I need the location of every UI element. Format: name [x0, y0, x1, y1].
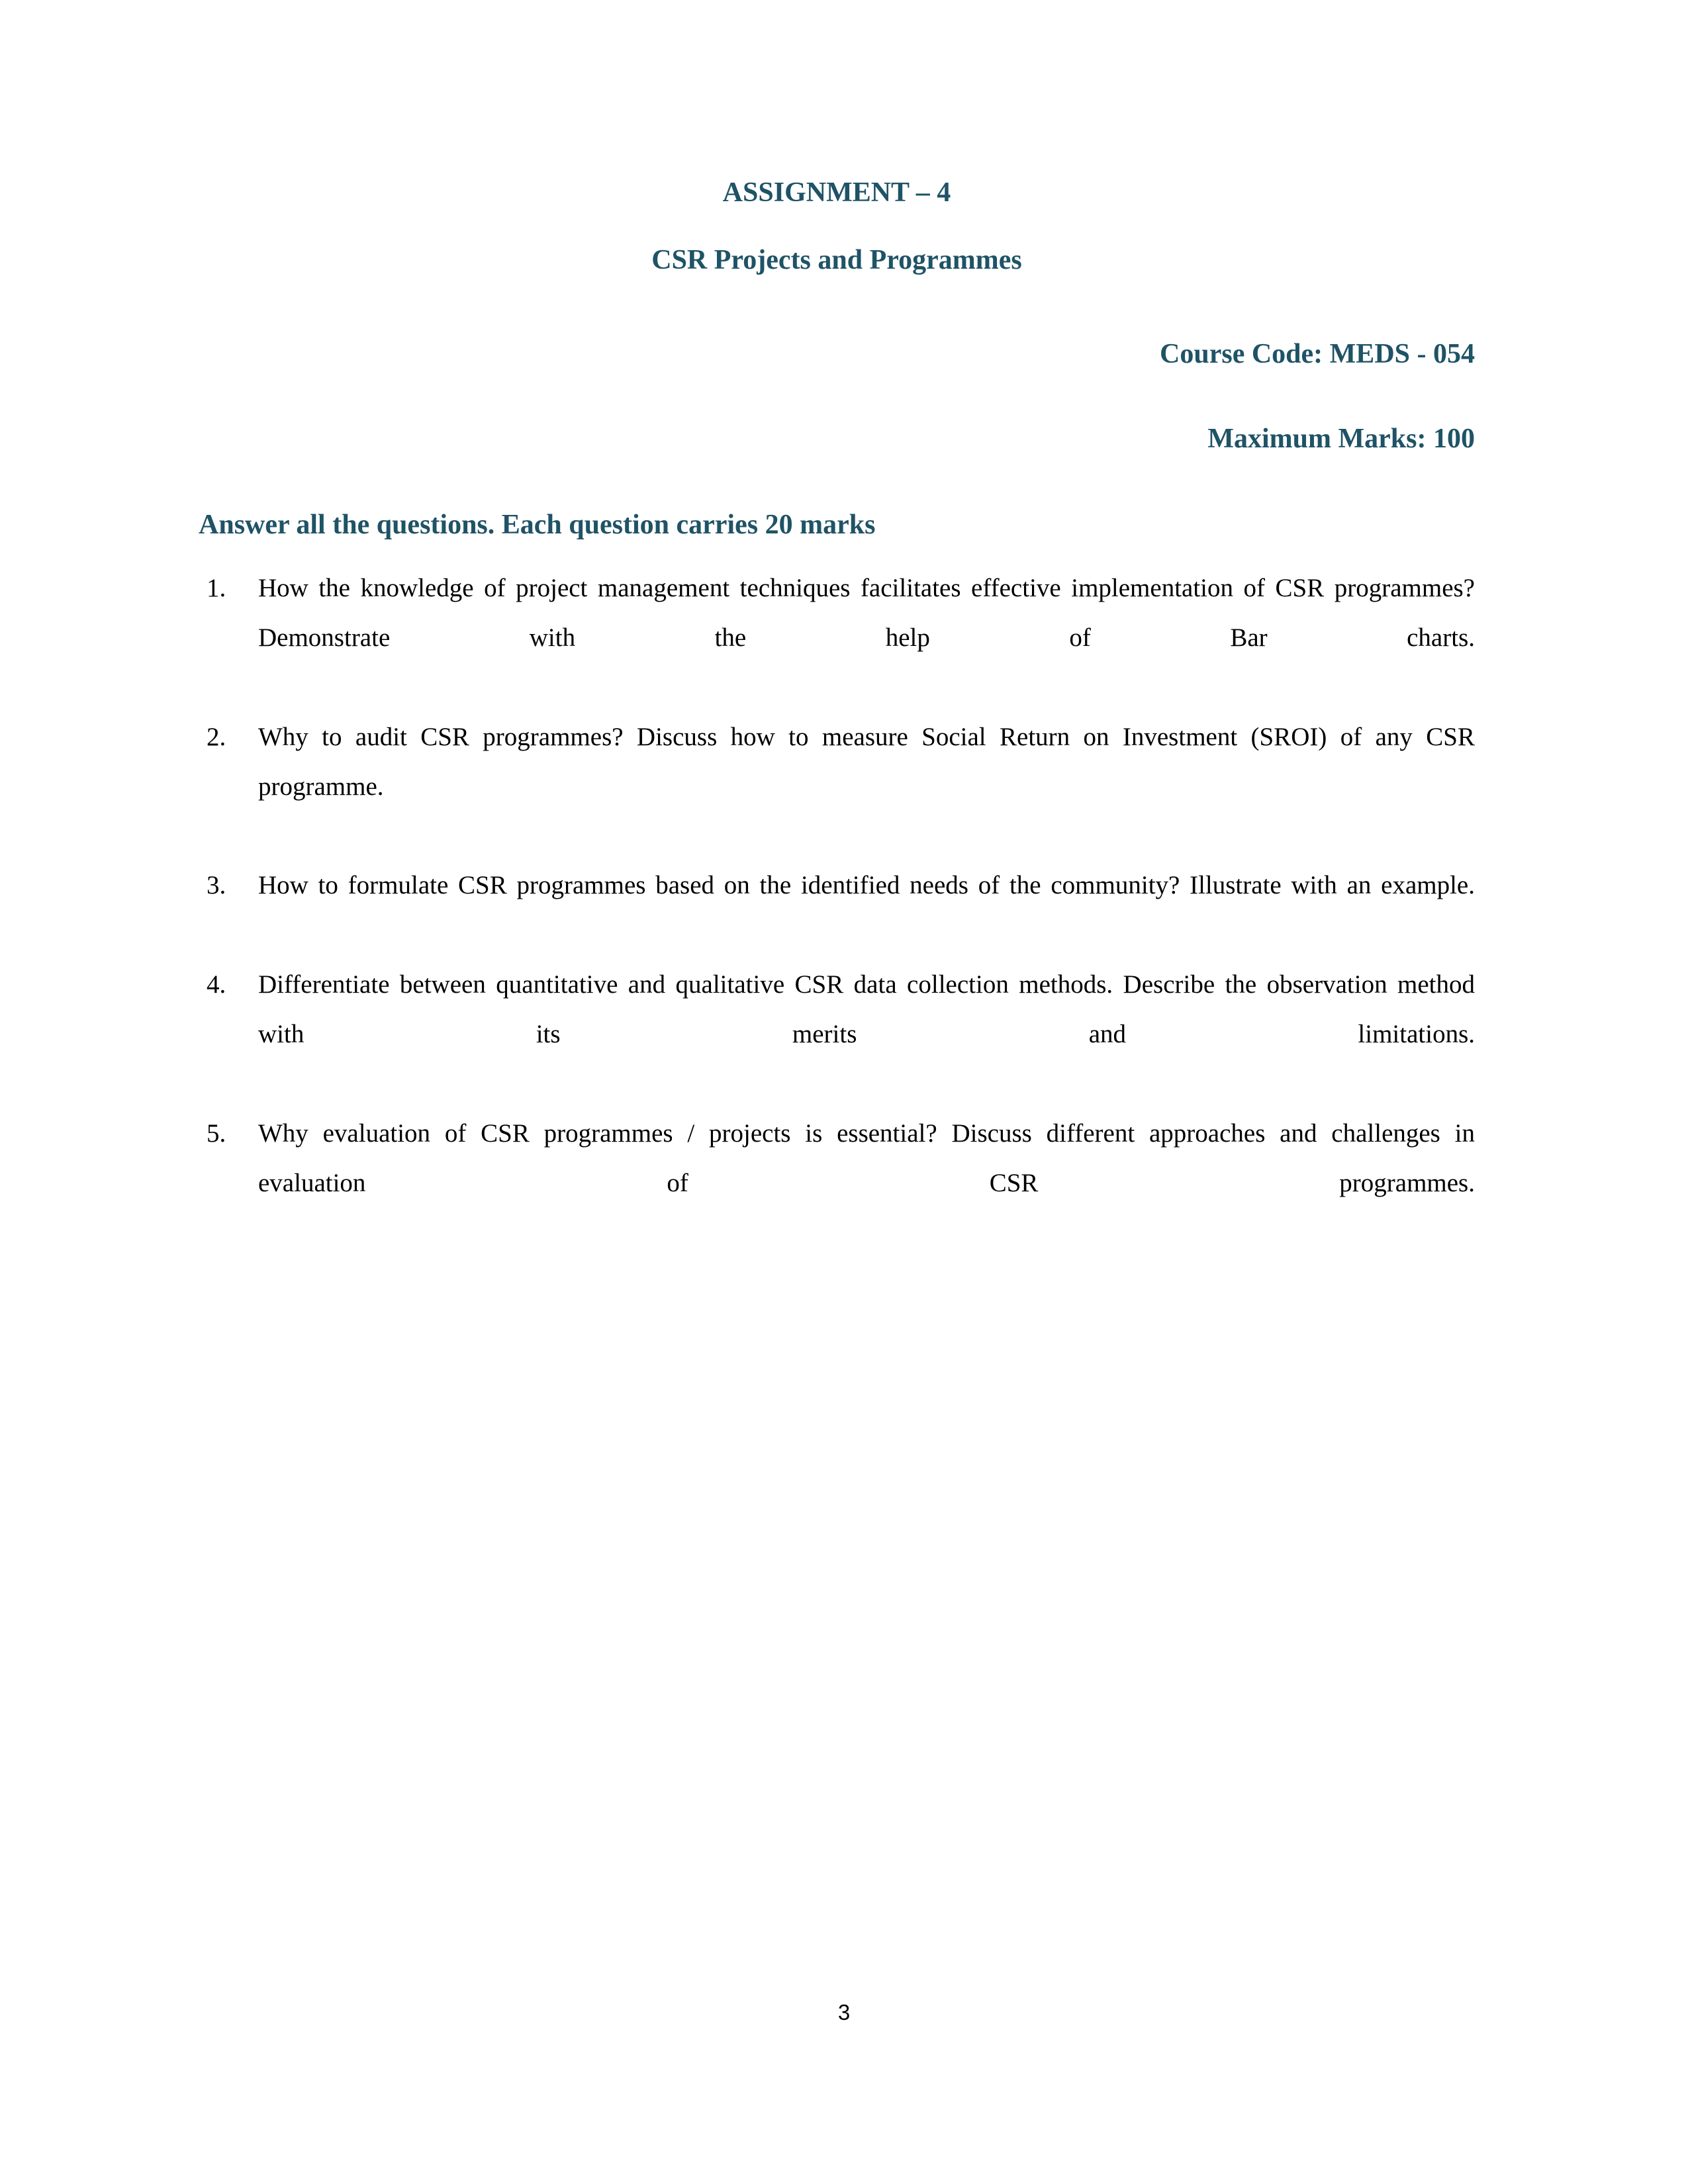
question-number: 3. — [207, 871, 226, 900]
page-number: 3 — [837, 2000, 851, 2025]
question-number: 2. — [207, 722, 226, 751]
assignment-title: ASSIGNMENT – 4 — [722, 177, 951, 208]
question-item — [199, 564, 1475, 713]
question-text: How to formulate CSR programmes based on the identified needs of the community? Illustrate with an example. — [258, 871, 1475, 900]
instruction-line: Answer all the questions. Each question carries 20 marks — [199, 510, 876, 540]
course-subtitle: CSR Projects and Programmes — [651, 245, 1022, 275]
question-number: 1. — [207, 574, 226, 602]
question-list — [199, 564, 1475, 1257]
question-item — [199, 1109, 1475, 1258]
question-item — [199, 713, 1475, 862]
course-code: Course Code: MEDS - 054 — [1160, 339, 1475, 369]
document-content — [199, 179, 1475, 1257]
question-text: Differentiate between quantitative and qualitative CSR data collection methods. Describe the observation method with its merits and limitations. — [258, 970, 1475, 1048]
question-item — [199, 861, 1475, 960]
maximum-marks: Maximum Marks: 100 — [1207, 424, 1475, 454]
question-number: 4. — [207, 970, 226, 999]
question-text: How the knowledge of project management techniques facilitates effective implementation of CSR programmes? Demonstrate with the help of Bar charts. — [258, 574, 1475, 652]
question-number: 5. — [207, 1118, 226, 1148]
question-text: Why to audit CSR programmes? Discuss how to measure Social Return on Investment (SROI) of any CSR programme. — [258, 722, 1475, 801]
question-item — [199, 960, 1475, 1109]
question-text: Why evaluation of CSR programmes / projects is essential? Discuss different approaches and challenges in evaluation of CSR programmes. — [258, 1118, 1475, 1197]
